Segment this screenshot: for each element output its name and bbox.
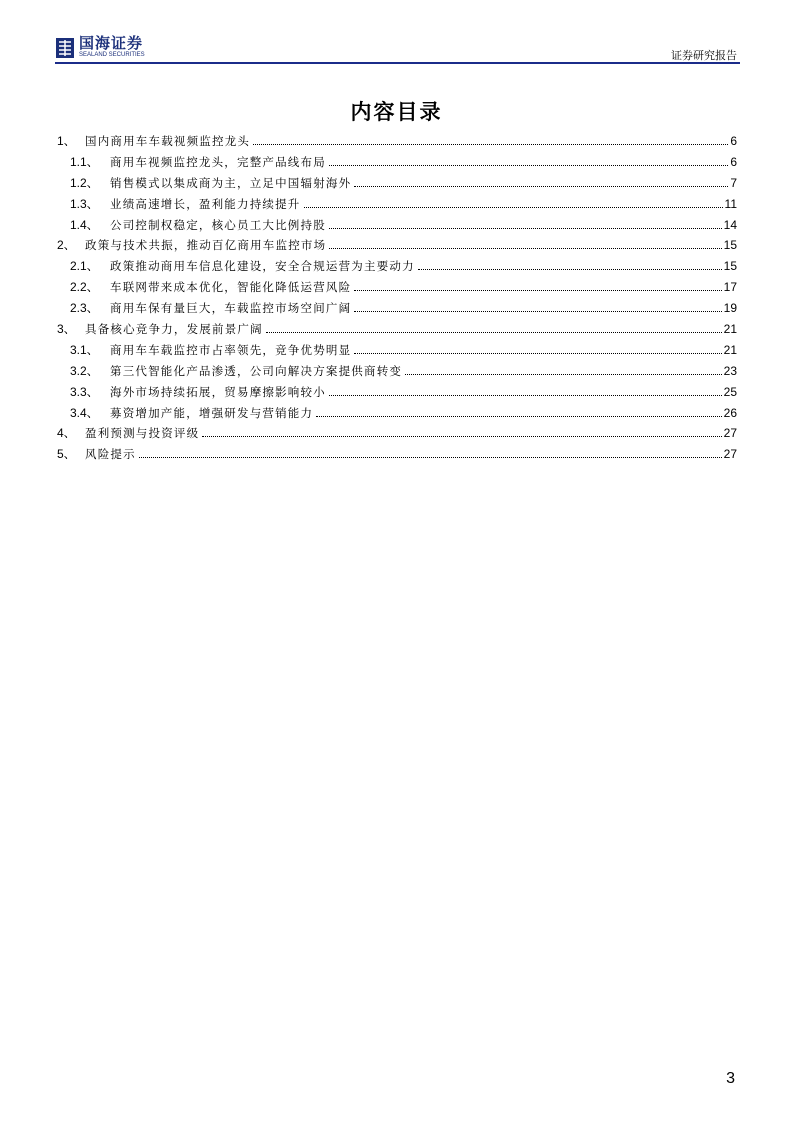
toc-entry-page: 15 bbox=[723, 238, 737, 253]
toc-entry-page: 26 bbox=[723, 405, 737, 420]
toc-entry-title: 政策推动商用车信息化建设，安全合规运营为主要动力 bbox=[110, 259, 415, 274]
toc-entry-title: 募资增加产能，增强研发与营销能力 bbox=[110, 405, 314, 420]
toc-entry[interactable] bbox=[57, 341, 737, 362]
toc-entry-page: 14 bbox=[723, 217, 737, 232]
toc-entry-number: 3、 bbox=[57, 322, 76, 337]
toc-entry-number: 2.2、 bbox=[70, 280, 99, 295]
toc-entry-page: 27 bbox=[723, 447, 737, 462]
toc-entry-number: 1.2、 bbox=[70, 175, 99, 190]
toc-entry-title: 业绩高速增长，盈利能力持续提升 bbox=[110, 196, 301, 211]
toc-leader-dots bbox=[202, 435, 721, 437]
toc-entry[interactable] bbox=[57, 383, 737, 404]
toc-entry[interactable] bbox=[57, 424, 737, 445]
toc-leader-dots bbox=[354, 185, 728, 187]
toc-entry-page: 21 bbox=[723, 322, 737, 337]
toc-entry-number: 3.2、 bbox=[70, 363, 99, 378]
toc-entry-page: 23 bbox=[723, 363, 737, 378]
toc-entry[interactable] bbox=[57, 257, 737, 278]
toc-entry-title: 风险提示 bbox=[85, 447, 136, 462]
toc-leader-dots bbox=[354, 310, 721, 312]
toc-entry[interactable] bbox=[57, 153, 737, 174]
logo-chinese-name: 国海证券 bbox=[79, 34, 144, 52]
toc-leader-dots bbox=[329, 164, 728, 166]
toc-entry-number: 1.3、 bbox=[70, 196, 99, 211]
toc-entry-title: 商用车保有量巨大，车载监控市场空间广阔 bbox=[110, 301, 352, 316]
toc-leader-dots bbox=[405, 373, 722, 375]
toc-leader-dots bbox=[253, 143, 728, 145]
toc-leader-dots bbox=[354, 289, 721, 291]
toc-entry-page: 7 bbox=[730, 175, 737, 190]
toc-leader-dots bbox=[329, 247, 721, 249]
page-number: 3 bbox=[726, 1070, 735, 1087]
toc-entry-page: 15 bbox=[723, 259, 737, 274]
page-title: 内容目录 bbox=[350, 100, 443, 124]
toc-entry-page: 17 bbox=[723, 280, 737, 295]
toc-entry[interactable] bbox=[57, 404, 737, 425]
toc-entry-title: 海外市场持续拓展，贸易摩擦影响较小 bbox=[110, 384, 326, 399]
toc-entry-number: 3.3、 bbox=[70, 384, 99, 399]
toc-leader-dots bbox=[316, 415, 721, 417]
toc-entry[interactable] bbox=[57, 278, 737, 299]
toc-entry-title: 商用车视频监控龙头，完整产品线布局 bbox=[110, 154, 326, 169]
company-logo bbox=[56, 36, 145, 59]
logo-english-name: SEALAND SECURITIES bbox=[79, 52, 145, 58]
toc-entry-number: 2.3、 bbox=[70, 301, 99, 316]
toc-entry-number: 3.4、 bbox=[70, 405, 99, 420]
toc-entry-title: 公司控制权稳定，核心员工大比例持股 bbox=[110, 217, 326, 232]
toc-entry-page: 19 bbox=[723, 301, 737, 316]
toc-leader-dots bbox=[418, 268, 722, 270]
toc-entry-title: 第三代智能化产品渗透，公司向解决方案提供商转变 bbox=[110, 363, 403, 378]
toc-entry[interactable] bbox=[57, 195, 737, 216]
toc-entry-page: 6 bbox=[730, 134, 737, 148]
toc-leader-dots bbox=[329, 227, 722, 229]
toc-entry[interactable] bbox=[57, 445, 737, 466]
toc-entry-page: 27 bbox=[723, 426, 737, 441]
toc-entry-title: 盈利预测与投资评级 bbox=[85, 426, 200, 441]
toc-entry-title: 国内商用车车载视频监控龙头 bbox=[85, 134, 251, 148]
toc-leader-dots bbox=[354, 352, 721, 354]
toc-entry-page: 11 bbox=[724, 196, 737, 211]
toc-entry-number: 1.4、 bbox=[70, 217, 99, 232]
header-divider bbox=[55, 62, 740, 64]
toc-entry[interactable] bbox=[57, 132, 737, 153]
toc-leader-dots bbox=[266, 331, 722, 333]
toc-entry-title: 政策与技术共振，推动百亿商用车监控市场 bbox=[85, 238, 327, 253]
toc-entry-number: 5、 bbox=[57, 447, 76, 462]
toc-entry-number: 3.1、 bbox=[70, 342, 99, 357]
toc-entry-number: 2.1、 bbox=[70, 259, 99, 274]
sealand-logo-icon bbox=[56, 38, 74, 58]
toc-entry-number: 2、 bbox=[57, 238, 76, 253]
toc-leader-dots bbox=[304, 206, 723, 208]
toc-entry-title: 具备核心竞争力，发展前景广阔 bbox=[85, 322, 263, 337]
toc-entry-page: 21 bbox=[723, 342, 737, 357]
toc-entry[interactable] bbox=[57, 216, 737, 237]
toc-entry[interactable] bbox=[57, 299, 737, 320]
toc-entry-number: 1、 bbox=[57, 134, 76, 148]
toc-entry-page: 25 bbox=[723, 384, 737, 399]
toc-entry[interactable] bbox=[57, 174, 737, 195]
report-type-label: 证券研究报告 bbox=[671, 49, 737, 62]
toc-entry[interactable] bbox=[57, 236, 737, 257]
toc-entry-title: 销售模式以集成商为主，立足中国辐射海外 bbox=[110, 175, 352, 190]
toc-entry-number: 1.1、 bbox=[70, 154, 99, 169]
toc-entry-title: 车联网带来成本优化，智能化降低运营风险 bbox=[110, 280, 352, 295]
toc-leader-dots bbox=[139, 456, 722, 458]
toc-entry[interactable] bbox=[57, 320, 737, 341]
toc-entry[interactable] bbox=[57, 362, 737, 383]
table-of-contents bbox=[57, 132, 737, 466]
toc-entry-page: 6 bbox=[730, 154, 737, 169]
toc-entry-title: 商用车车载监控市占率领先，竞争优势明显 bbox=[110, 342, 352, 357]
toc-entry-number: 4、 bbox=[57, 426, 76, 441]
toc-leader-dots bbox=[329, 394, 722, 396]
